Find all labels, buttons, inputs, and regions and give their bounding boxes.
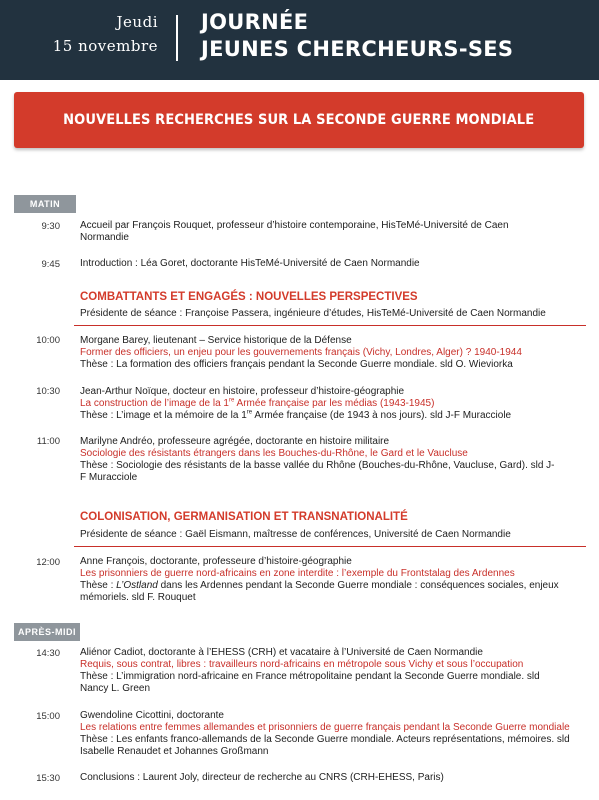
entry-time: 12:00 (36, 557, 60, 568)
entry-time: 15:00 (36, 711, 60, 722)
session-title: COMBATTANTS ET ENGAGÉS : NOUVELLES PERSPECTIVES (80, 291, 418, 303)
session-title: COLONISATION, GERMANISATION ET TRANSNATIONALITÉ (80, 511, 408, 523)
session-chair: Présidente de séance : Gaël Eismann, maîtresse de conférences, Université de Caen Normandie (80, 529, 511, 540)
program-entry (80, 556, 570, 604)
entry-speaker: Anne François, doctorante, professeure d’histoire-géographie (80, 556, 352, 567)
entry-speaker: Morgane Barey, lieutenant – Service historique de la Défense (80, 335, 352, 346)
theme-banner-text: NOUVELLES RECHERCHES SUR LA SECONDE GUERRE MONDIALE (63, 112, 535, 128)
entry-time: 14:30 (36, 648, 60, 659)
session-divider (74, 325, 586, 326)
entry-subject: Les prisonniers de guerre nord-africains en zone interdite : l’exemple du Frontstalag des Ardennes (80, 568, 515, 579)
program-entry (80, 436, 560, 484)
program-entry (80, 258, 580, 270)
event-day-month: 15 novembre (52, 37, 158, 55)
entry-time: 9:30 (41, 221, 60, 232)
entry-time: 9:45 (41, 259, 60, 270)
event-title-line-2: JEUNES CHERCHEURS-SES (201, 37, 514, 61)
afternoon-tag: APRÈS-MIDI (14, 623, 80, 641)
event-day: Jeudi (116, 13, 158, 31)
entry-text: Accueil par François Rouquet, professeur d’histoire contemporaine, HisTeMé-Université de Caen Normandie (80, 220, 509, 243)
entry-time: 10:30 (36, 386, 60, 397)
entry-thesis: Thèse : L’image et la mémoire de la 1re Armée française (de 1943 à nos jours). sld J-F Muracciole (80, 409, 512, 421)
program-entry (80, 772, 580, 784)
page-header (0, 0, 599, 80)
entry-thesis: Thèse : Les enfants franco-allemands de la Seconde Guerre mondiale. Acteurs représentations, mémoires. sld Isabelle Renaudet et Johannes Großmann (80, 734, 570, 757)
header-divider (176, 15, 178, 61)
entry-text: Introduction : Léa Goret, doctorante HisTeMé-Université de Caen Normandie (80, 258, 420, 269)
entry-subject: Les relations entre femmes allemandes et prisonniers de guerre français pendant la Seconde Guerre mondiale (80, 722, 570, 733)
program-entry (80, 386, 580, 422)
entry-subject: La construction de l’image de la 1re Armée française par les médias (1943-1945) (80, 397, 435, 409)
entry-thesis: Thèse : Sociologie des résistants de la basse vallée du Rhône (Bouches-du-Rhône, Vaucluse, Gard). sld J-F Muracciole (80, 460, 555, 483)
entry-time: 10:00 (36, 335, 60, 346)
morning-tag: MATIN (14, 195, 76, 213)
theme-banner (14, 92, 584, 148)
entry-speaker: Aliénor Cadiot, doctorante à l’EHESS (CRH) et vacataire à l’Université de Caen Normandie (80, 647, 483, 658)
program-entry (80, 335, 580, 371)
event-date (53, 10, 158, 58)
entry-thesis: Thèse : L’immigration nord-africaine en France métropolitaine pendant la Seconde Guerre mondiale. sld Nancy L. Green (80, 671, 540, 694)
entry-speaker: Gwendoline Cicottini, doctorante (80, 710, 224, 721)
session-chair: Présidente de séance : Françoise Passera, ingénieure d’études, HisTeMé-Université de Caen Normandie (80, 308, 546, 319)
session-divider (74, 546, 586, 547)
entry-text: Conclusions : Laurent Joly, directeur de recherche au CNRS (CRH-EHESS, Paris) (80, 772, 444, 783)
program-entry (80, 220, 510, 244)
event-title (201, 9, 513, 63)
event-title-line-1: JOURNÉE (201, 10, 309, 34)
entry-subject: Sociologie des résistants étrangers dans les Bouches-du-Rhône, le Gard et le Vaucluse (80, 448, 468, 459)
entry-thesis: Thèse : La formation des officiers français pendant la Seconde Guerre mondiale. sld O. Wieviorka (80, 359, 513, 370)
entry-time: 11:00 (36, 436, 60, 447)
entry-thesis: Thèse : L’Ostland dans les Ardennes pendant la Seconde Guerre mondiale : conséquences sociales, enjeux mémoriels. sld F. Rouquet (80, 580, 559, 603)
entry-speaker: Marilyne Andréo, professeure agrégée, doctorante en histoire militaire (80, 436, 390, 447)
entry-time: 15:30 (36, 773, 60, 784)
program-entry (80, 710, 570, 758)
program-entry (80, 647, 555, 695)
entry-speaker: Jean-Arthur Noïque, docteur en histoire, professeur d’histoire-géographie (80, 386, 405, 397)
entry-subject: Former des officiers, un enjeu pour les gouvernements français (Vichy, Londres, Alger) ? 1940-1944 (80, 347, 522, 358)
entry-subject: Requis, sous contrat, libres : travailleurs nord-africains en métropole sous Vichy et sous l’occupation (80, 659, 524, 670)
